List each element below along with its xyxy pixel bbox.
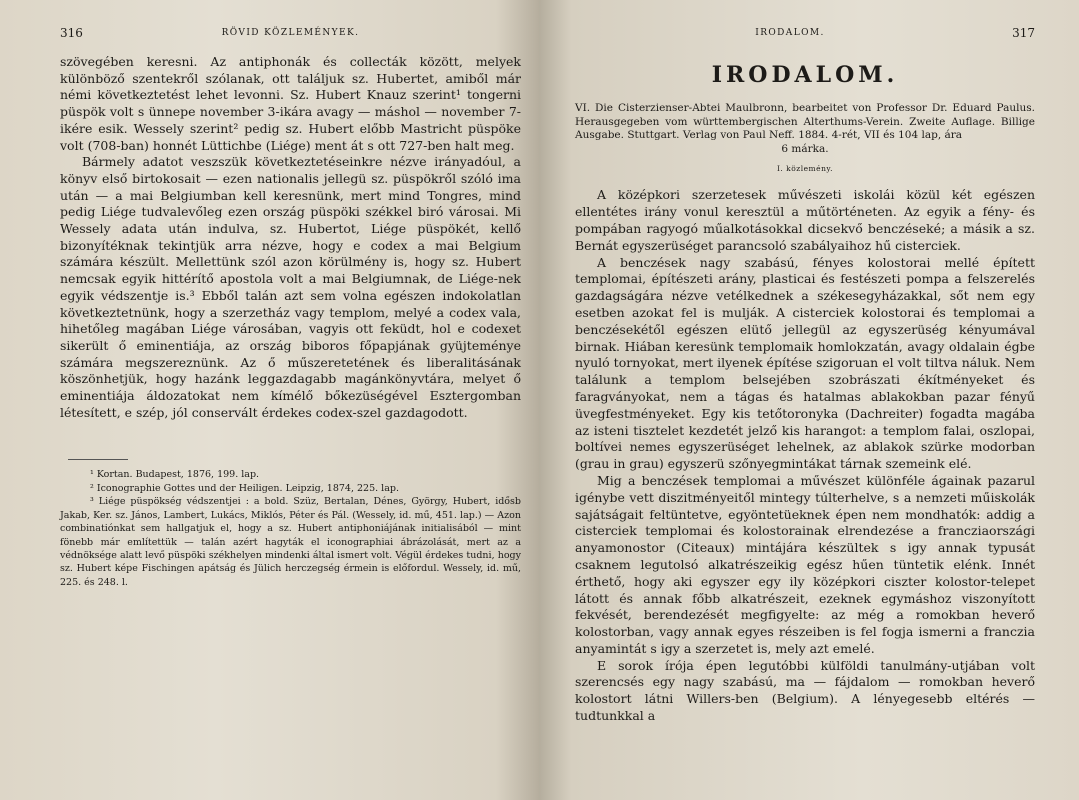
left-body-text [60, 54, 521, 421]
right-running-head-title: IRODALOM. [755, 28, 825, 38]
right-running-header [575, 28, 1035, 44]
left-paragraph: Bármely adatot veszszük következtetéseinkre nézve irányadóul, a könyv első birtokosait — ezen nationalis jellegü sz. püspökről szóló ima után — a mai Belgiumban kell keresnünk, mert mind Tongres, mind pedig Liége tudvalevőleg ezen ország püspöki székkel biró városai. Mi Wessely adata után indulva, sz. Hubertot, Liége püspökét, kellő bizonyítéknak tekintjük arra nézve, hogy e codex a mai Belgium számára készült. Mellettünk szól azon körülmény is, hogy sz. Hubert nemcsak egyik hittérítő apostola volt a mai Belgiumnak, de Liége-nek egyik védszentje is.³ Ebből talán azt sem volna egészen indokolatlan következtetnünk, hogy a szerzetház vagy templom, melyé a codex vala, hihetőleg magában Liége városában, vagyis ott feküdt, hol e codexet sikerült ő eminentiája, az ország biboros főpapjának gyüjteménye számára megszereznünk. Az ő műszeretetének és liberalitásának köszönhetjük, hogy hazánk leggazdagabb magánkönyvtára, melyet ő eminentiája áldozatokat nem kímélő bőkezüségével Esztergomban létesített, e szép, jól conservált érdekes codex-szel gazdagodott. [60, 154, 521, 420]
bibliography-price: 6 márka. [781, 142, 829, 155]
left-paragraph: szövegében keresni. Az antiphonák és collecták között, melyek különböző szentekről szólanak, ott találjuk sz. Hubertet, amiből már némi következtetést lehet levonni. Sz. Hubert Knauz szerint¹ tongerni püspök volt s ünnepe november 3-ikára avagy — máshol — november 7-ikére esik. Wessely szerint² pedig sz. Hubert előbb Mastricht püspöke volt (708-ban) honnét Lüttichbe (Liége) ment át s ott 727-ben halt meg. [60, 54, 521, 153]
bibliography-text: VI. Die Cisterzienser-Abtei Maulbronn, bearbeitet von Professor Dr. Eduard Paulus. Herausgegeben vom württembergischen Alterthums-Verein. Zweite Auflage. Billige Ausgabe. Stuttgart. Verlag von Paul Neff. 1884. 4-rét, VII és 104 lap, ára [575, 102, 1035, 142]
right-paragraph: A középkori szerzetesek művészeti iskolái közül két egészen ellentétes irány vonul keresztül a műtörténeten. Az egyik a fény- és pompában ragyogó műalkotásokkal dicsekvő benczéseké; a másik a sz. Bernát egyszerüséget parancsoló szabályaihoz hű cisterciek. [575, 187, 1035, 253]
left-running-head-title: RÖVID KÖZLEMÉNYEK. [221, 28, 360, 38]
footnote-divider [68, 459, 128, 460]
footnote: ³ Liége püspökség védszentjei : a bold. Szüz, Bertalan, Dénes, György, Hubert, idősb Jakab, Ker. sz. János, Lambert, Lukács, Miklós, Péter és Pál. (Wessely, id. mű, 451. lap.) — Azon combinatiónkat sem hallgatjuk el, hogy a sz. Hubert antiphoniájának initialisából — mint fönebb már említettük — talán azért hagyták el iconographiai ábrázolását, mert az a védnöksége alatt levő püspöki székhelyen mindenki által ismert volt. Végül érdekes tudni, hogy sz. Hubert képe Fischingen apátság és Jülich herczegség érmein is előfordul. Wessely, id. mű, 225. és 248. l. [60, 496, 521, 588]
left-running-header [60, 28, 521, 44]
right-paragraph: E sorok írója épen legutóbbi külföldi tanulmány-utjában volt szerencsés egy nagy szabású, ma — fájdalom — romokban heverő kolostort látni Willers-ben (Belgium). A lényegesebb eltérés — tudtunkkal a [575, 657, 1035, 724]
right-paragraph: A benczések nagy szabású, fényes kolostorai mellé épített templomai, építészeti arány, plasticai és festészeti pompa a felszerelés gazdagságára nézve vetélkednek a székesegyházakkal, sőt nem egy esetben azokat fel is mulják. A cisterciek kolostorai és templomai a benczésekétől egészen elütő jellegül az egyszerüség kényumával birnak. Hiában keresünk templomaik homlokzatán, avagy oldalain égbe nyuló tornyokat, mert ilyenek építése szigoruan el volt tiltva náluk. Nem találunk a templom belsejében szobrászati ékítményeket és faragványokat, nem a tágas és hatalmas ablakokban pazar fényű üvegfestményeket. Egy kis tetőtoronyka (Dachreiter) fogadta magába az isteni tisztelet kezdetét jelző kis harangot: a templom falai, oszlopai, boltívei nemes egyszerüséget lehelnek, az ablakok szürke modorban (grau in grau) egyszerü szőnyegmintákat tárnak szemeink elé. [575, 254, 1035, 472]
right-page-number: 317 [1012, 26, 1035, 40]
footnotes [60, 468, 521, 589]
right-page [539, 0, 1079, 800]
right-body-text [575, 187, 1035, 725]
right-paragraph: Mig a benczések templomai a művészet különféle ágainak pazarul igénybe vett diszitményeitől mintegy túlterhelve, s a nemzeti műiskolák sajátságait feltüntetve, egyöntetüeknek épen nem mondhatók: addig a cisterciek templomai és kolostorainak elrendezése a francziaországi anyamonostor (Citeaux) mintájára készültek s igy annak typusát csaknem legutolsó alkatrészeikig egész hűen tüntetik elénk. Innét érthető, hogy aki egyszer egy ily középkori ciszter kolostor-telepet látott és annak főbb alkatrészeit, ezeknek egymáshoz viszonyított fekvését, berendezését megfigyelte: az még a romokban heverő kolostorban, vagy annak egyes részeiben is fel fogja ismerni a franczia anyamintát s igy a szerzetet is, mely azt emelé. [575, 472, 1035, 656]
installment-label: I. közlemény. [776, 164, 834, 174]
footnote: ¹ Kortan. Budapest, 1876, 199. lap. [90, 469, 260, 481]
bibliography-entry [575, 102, 1035, 156]
footnote: ² Iconographie Gottes und der Heiligen. Leipzig, 1874, 225. lap. [90, 482, 399, 494]
section-title: IRODALOM. [711, 62, 899, 88]
left-page [0, 0, 539, 800]
left-page-number: 316 [60, 26, 83, 40]
